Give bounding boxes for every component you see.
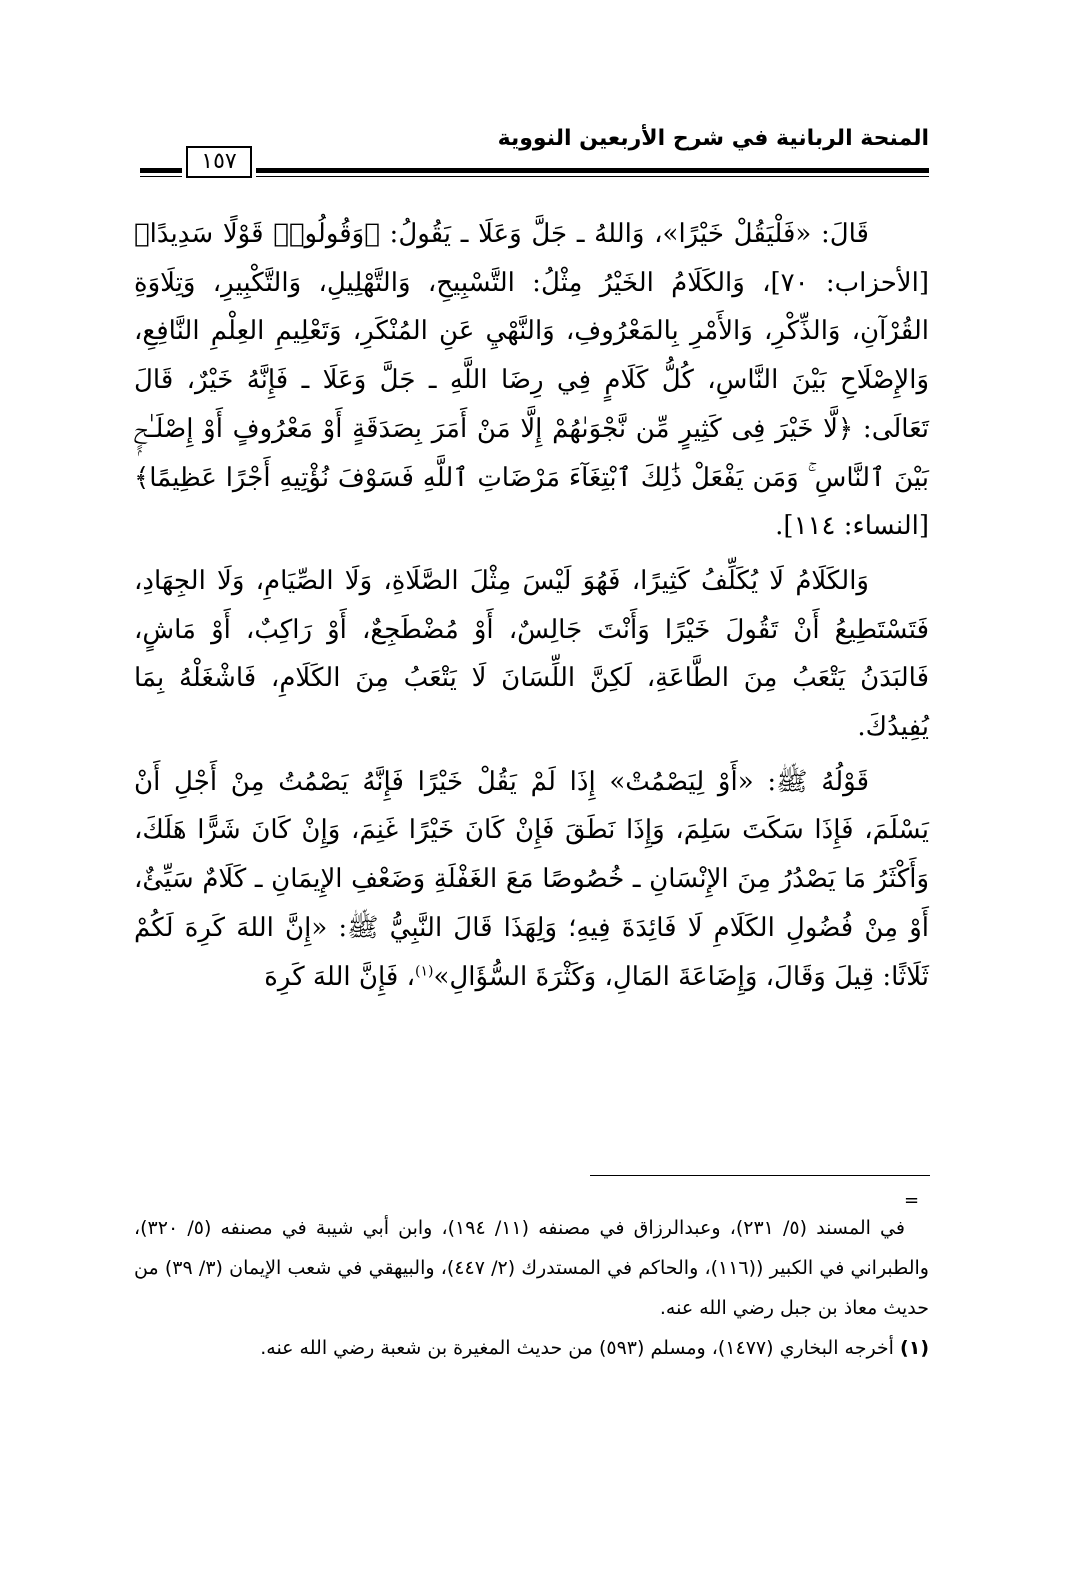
header-rule-thick (256, 168, 929, 173)
footnote-1-text: أخرجه البخاري (١٤٧٧)، ومسلم (٥٩٣) من حديث المغيرة بن شعبة رضي الله عنه. (260, 1337, 894, 1359)
running-header-title: المنحة الربانية في شرح الأربعين النووية (497, 126, 929, 151)
header-rule-left-thin (140, 176, 182, 177)
paragraph-1: قَالَ: «فَلْيَقُلْ خَيْرًا»، وَاللهُ ـ جَلَّ وَعَلَا ـ يَقُولُ: ﴿وَقُولُوا۟ قَوْلًا سَدِيدًا﴾ [الأحزاب: ٧٠]، وَالكَلَامُ الخَيْرُ مِثْلُ: التَّسْبِيحِ، وَالتَّهْلِيلِ، وَالتَّكْبِيرِ، وَتِلَاوَةِ القُرْآنِ، وَالذِّكْرِ، وَالأَمْرِ بِالمَعْرُوفِ، وَالنَّهْيِ عَنِ المُنْكَرِ، وَتَعْلِيمِ العِلْمِ النَّافِعِ، وَالإِصْلَاحِ بَيْنَ النَّاسِ، كُلُّ كَلَامٍ فِي رِضَا اللَّهِ ـ جَلَّ وَعَلَا ـ فَإِنَّهُ خَيْرٌ، قَالَ تَعَالَى: ﴿لَّا خَيْرَ فِى كَثِيرٍ مِّن نَّجْوَىٰهُمْ إِلَّا مَنْ أَمَرَ بِصَدَقَةٍ أَوْ مَعْرُوفٍ أَوْ إِصْلَـٰحٍۭ بَيْنَ ٱلنَّاسِ ۚ وَمَن يَفْعَلْ ذَٰلِكَ ٱبْتِغَآءَ مَرْضَاتِ ٱللَّهِ فَسَوْفَ نُؤْتِيهِ أَجْرًا عَظِيمًا﴾ [النساء: ١١٤]. (134, 219, 929, 542)
footnote-continuation-mark: = (904, 1190, 920, 1211)
paragraph-3-tail: ، فَإِنَّ اللهَ كَرِهَ (264, 961, 415, 992)
footnote-reference-1[interactable]: (١) (414, 962, 434, 979)
footnote-1-marker: (١) (900, 1337, 929, 1359)
header-rule-left-thick (140, 168, 182, 173)
footnote-continuation: في المسند (٥/ ٢٣١)، وعبدالرزاق في مصنفه (١١/ ١٩٤)، وابن أبي شيبة في مصنفه (٥/ ٣٢٠)، والطبراني في الكبير ((١١٦)، والحاكم في المستدرك (٢/ ٤٤٧)، والبيهقي في شعب الإيمان (٣/ ٣٩) من حديث معاذ بن جبل رضي الله عنه. (134, 1217, 929, 1319)
footnotes (134, 1208, 929, 1368)
main-text (134, 210, 929, 1001)
paragraph-3-text: قَوْلُهُ ﷺ: «أَوْ لِيَصْمُتْ» إِذَا لَمْ يَقُلْ خَيْرًا فَإِنَّهُ يَصْمُتُ مِنْ أَجْلِ أَنْ يَسْلَمَ، فَإِذَا سَكَتَ سَلِمَ، وَإِذَا نَطَقَ فَإِنْ كَانَ خَيْرًا غَنِمَ، وَإِنْ كَانَ شَرًّا هَلَكَ، وَأَكْثَرُ مَا يَصْدُرُ مِنَ الإِنْسَانِ ـ خُصُوصًا مَعَ الغَفْلَةِ وَضَعْفِ الإِيمَانِ ـ كَلَامٌ سَيِّئٌ، أَوْ مِنْ فُضُولِ الكَلَامِ لَا فَائِدَةَ فِيهِ؛ وَلِهَذَا قَالَ النَّبِيُّ ﷺ: «إِنَّ اللهَ كَرِهَ لَكُمْ ثَلَاثًا: قِيلَ وَقَالَ، وَإِضَاعَةَ المَالِ، وَكَثْرَةَ السُّؤَالِ» (134, 766, 929, 992)
footnote-separator (590, 1175, 930, 1176)
paragraph-3 (134, 758, 929, 1002)
header-rule-thin (256, 176, 929, 177)
paragraph-2: وَالكَلَامُ لَا يُكَلِّفُ كَثِيرًا، فَهُوَ لَيْسَ مِثْلَ الصَّلَاةِ، وَلَا الصِّيَامِ، وَلَا الجِهَادِ، فَتَسْتَطِيعُ أَنْ تَقُولَ خَيْرًا وَأَنْتَ جَالِسٌ، أَوْ مُضْطَجِعٌ، أَوْ رَاكِبٌ، أَوْ مَاشٍ، فَالبَدَنُ يَتْعَبُ مِنَ الطَّاعَةِ، لَكِنَّ اللِّسَانَ لَا يَتْعَبُ مِنَ الكَلَامِ، فَاشْغَلْهُ بِمَا يُفِيدُكَ. (134, 565, 929, 743)
footnote-1 (134, 1328, 929, 1368)
page-number-box: ١٥٧ (186, 146, 252, 178)
